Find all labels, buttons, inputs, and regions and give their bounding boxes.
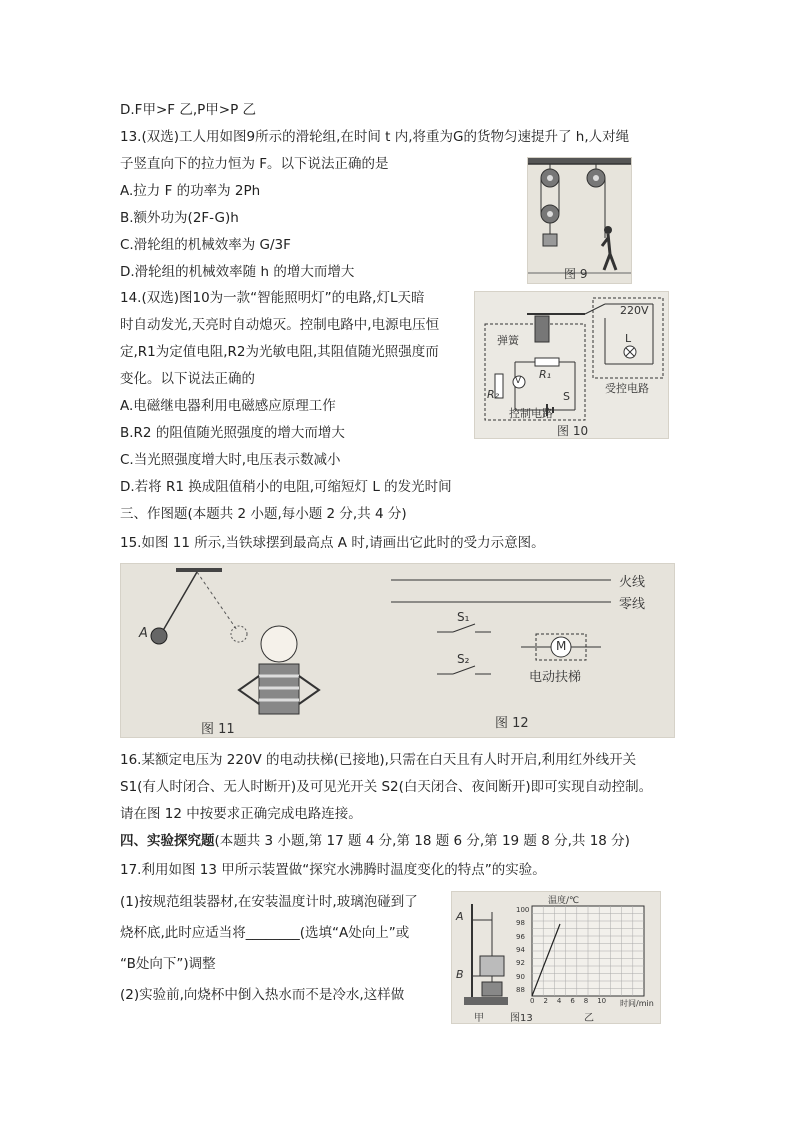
graph-y-tick: 98 [516,919,525,928]
q12-option-d: D.F甲>F 乙,P甲>P 乙 [120,102,256,118]
s1-label: S₁ [457,610,470,624]
section-4-title: 四、实验探究题 [120,833,215,849]
figure-13-caption: 图13 [510,1013,533,1024]
q17-part1-line-2: 烧杯底,此时应适当将________(选填“A处向上”或 [120,925,410,941]
graph-x-tick: 0 [530,997,535,1005]
q16-line-2: S1(有人时闭合、无人时断开)及可见光开关 S2(白天闭合、夜间断开)即可实现自动控制。 [120,779,653,795]
graph-ylabel: 温度/℃ [548,896,580,906]
q14-stem-3: 定,R1为定值电阻,R2为光敏电阻,其阻值随光照强度而 [120,344,439,360]
section-4-detail: (本题共 3 小题,第 17 题 4 分,第 18 题 6 分,第 19 题 8 分,共 18 分) [214,833,630,849]
q17-part1-line-1: (1)按规范组装器材,在安装温度计时,玻璃泡碰到了 [120,894,418,910]
q13-option-a: A.拉力 F 的功率为 2Ph [120,183,261,199]
figure-11-caption: 图 11 [201,722,235,737]
q13-stem-2: 子竖直向下的拉力恒为 F。以下说法正确的是 [120,156,389,172]
graph-x-tick: 8 [583,997,589,1005]
graph-x-tick: 10 [597,997,607,1005]
s2-label: S₂ [457,652,470,666]
neutral-wire-label: 零线 [619,597,646,612]
r2-label: R₂ [487,388,500,401]
figure-12-caption: 图 12 [495,716,529,731]
q16-line-1: 16.某额定电压为 220V 的电动扶梯(已接地),只需在白天且有人时开启,利用红外线开关 [120,752,637,768]
graph-y-tick: 88 [516,986,525,994]
figure-9 [527,157,632,284]
q14-stem-1: 14.(双选)图10为一款“智能照明灯”的电路,灯L天暗 [120,290,425,306]
point-b-label-fig13: B [456,968,464,981]
graph-y-tick: 100 [516,906,530,914]
control-circuit-label: 控制电路 [509,407,553,420]
figure-10 [474,291,669,439]
graph-x-tick: 2 [543,997,548,1005]
q14-option-d: D.若将 R1 换成阻值稍小的电阻,可缩短灯 L 的发光时间 [120,479,452,495]
figure-9-caption: 图 9 [564,267,588,281]
q13-option-c: C.滑轮组的机械效率为 G/3F [120,237,291,253]
section-4-heading [120,831,630,851]
voltmeter-label: V [515,376,522,386]
q14-option-c: C.当光照强度增大时,电压表示数减小 [120,452,341,468]
figure-10-caption: 图 10 [557,424,589,438]
q13-option-d: D.滑轮组的机械效率随 h 的增大而增大 [120,264,355,280]
figure-11-12 [120,563,675,738]
q14-stem-4: 变化。以下说法正确的 [120,371,255,387]
motor-label: M [556,639,567,653]
q13-option-b: B.额外功为(2F-G)h [120,210,239,226]
q16-line-3: 请在图 12 中按要求正确完成电路连接。 [120,806,362,822]
section-3-heading: 三、作图题(本题共 2 小题,每小题 2 分,共 4 分) [120,506,407,522]
graph-y-tick: 90 [516,972,525,981]
point-a-label-fig13: A [456,910,464,923]
voltage-label: 220V [620,304,649,317]
lamp-label: L [625,332,632,345]
q14-option-b: B.R2 的阻值随光照强度的增大而增大 [120,425,345,441]
controlled-circuit-label: 受控电路 [605,382,649,395]
graph-x-tick: 4 [556,997,562,1005]
r1-label: R₁ [539,368,552,381]
point-a-label: A [139,626,148,641]
figure-13 [451,891,661,1024]
escalator-label: 电动扶梯 [529,670,582,685]
pendulum-and-wiring [121,564,674,737]
spring-label: 弹簧 [497,334,519,347]
q17-stem: 17.利用如图 13 甲所示装置做“探究水沸腾时温度变化的特点”的实验。 [120,862,546,878]
figure-13-jia: 甲 [474,1013,484,1024]
figure-13-yi: 乙 [584,1013,594,1024]
graph-xlabel: 时间/min [620,999,654,1008]
graph-y-tick: 92 [516,959,525,968]
q13-stem-1: 13.(双选)工人用如图9所示的滑轮组,在时间 t 内,将重为G的货物匀速提升了 h,人对绳 [120,129,630,145]
graph-y-tick: 94 [516,946,525,954]
q15-stem: 15.如图 11 所示,当铁球摆到最高点 A 时,请画出它此时的受力示意图。 [120,535,545,551]
q17-part2: (2)实验前,向烧杯中倒入热水而不是冷水,这样做 [120,987,405,1003]
q14-stem-2: 时自动发光,天亮时自动熄灭。控制电路中,电源电压恒 [120,317,440,333]
graph-y-tick: 96 [516,932,525,941]
temperature-graph [532,906,644,996]
switch-label: S [563,390,570,403]
graph-x-tick: 6 [570,997,575,1005]
live-wire-label: 火线 [619,575,646,590]
q14-option-a: A.电磁继电器利用电磁感应原理工作 [120,398,336,414]
q17-part1-line-3: “B处向下”)调整 [120,956,216,972]
